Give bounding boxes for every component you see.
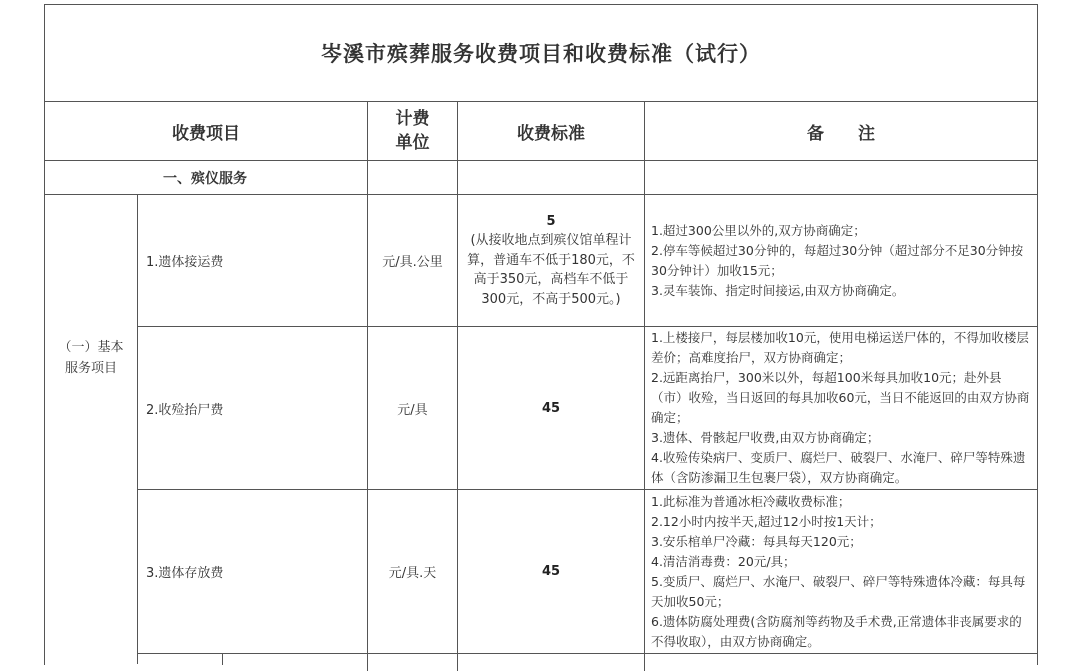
row-notes bbox=[645, 328, 1037, 488]
header-standard-label: 收费标准 bbox=[517, 123, 585, 144]
header-standard bbox=[458, 102, 644, 160]
table-row bbox=[138, 327, 367, 489]
table-row bbox=[138, 490, 367, 653]
header-unit-label: 计费 单位 bbox=[395, 109, 430, 153]
group-label: （一）基本 服务项目 bbox=[58, 340, 124, 376]
row-unit: 元/具.天 bbox=[388, 566, 437, 581]
row-unit-cell bbox=[368, 195, 457, 326]
row-unit: 元/具 bbox=[397, 402, 428, 418]
row-notes-cell bbox=[645, 327, 1037, 489]
row-standard-cell bbox=[458, 490, 644, 653]
note-line: 1.上楼接尸，每层楼加收10元，使用电梯运送尸体的，不得加收楼层差价；高难度抬尸，双方协商确定； bbox=[651, 330, 1029, 365]
row-notes-cell bbox=[645, 195, 1037, 326]
row-standard: 5 bbox=[546, 214, 556, 229]
header-unit bbox=[368, 102, 457, 160]
row-name: 3.遗体存放费 bbox=[146, 566, 224, 581]
header-item-label: 收费项目 bbox=[172, 123, 240, 144]
note-line: 3.遗体、骨骸起尸收费,由双方协商确定； bbox=[651, 430, 880, 445]
note-line: 3.安乐棺单尸冷藏：每具每天120元； bbox=[651, 533, 862, 549]
note-line: 2.停车等候超过30分钟的，每超过30分钟（超过部分不足30分钟按30分钟计）加收15元； bbox=[651, 242, 1024, 278]
section-title bbox=[45, 161, 367, 194]
section-label: 一、殡仪服务 bbox=[163, 170, 247, 187]
header-remark-label: 备 注 bbox=[807, 123, 875, 144]
row-standard-cell bbox=[458, 195, 644, 326]
note-line: 4.收殓传染病尸、变质尸、腐烂尸、破裂尸、水淹尸、碎尸等特殊遗体（含防渗漏卫生包裹尸袋），双方协商确定。 bbox=[651, 450, 1026, 485]
note-line: 3.灵车装饰、指定时间接运,由双方协商确定。 bbox=[651, 282, 905, 298]
row-notes bbox=[645, 221, 1037, 301]
note-line: 5.变质尸、腐烂尸、水淹尸、破裂尸、碎尸等特殊遗体冷藏：每具每天加收50元； bbox=[651, 573, 1026, 609]
row-notes bbox=[645, 492, 1037, 652]
header-remark bbox=[645, 102, 1037, 160]
table-title-row bbox=[45, 5, 1037, 102]
row-standard-note: (从接收地点到殡仪馆单程计算，普通车不低于180元，不高于350元，高档车不低于300元，不高于500元。) bbox=[467, 233, 635, 307]
group-label-cell bbox=[45, 195, 137, 521]
note-line: 2.远距离抬尸，300米以外，每超100米每具加收10元；赴外县（市）收殓，当日返回的每具加收60元，当日不能返回的由双方协商确定； bbox=[651, 370, 1030, 425]
row-name: 1.遗体接运费 bbox=[146, 255, 224, 270]
header-item bbox=[45, 102, 367, 160]
note-line: 1.此标准为普通冰柜冷藏收费标准； bbox=[651, 493, 851, 509]
fee-table bbox=[44, 4, 1038, 665]
row-name: 2.收殓抬尸费 bbox=[146, 402, 224, 418]
note-line: 4.清洁消毒费：20元/具； bbox=[651, 553, 796, 569]
row-unit-cell bbox=[368, 490, 457, 653]
row-standard: 45 bbox=[541, 564, 561, 579]
row-unit: 元/具.公里 bbox=[382, 255, 443, 270]
row-unit-cell bbox=[368, 327, 457, 489]
note-line: 2.12小时内按半天,超过12小时按1天计； bbox=[651, 513, 882, 529]
divider bbox=[137, 653, 1037, 654]
row-notes-cell bbox=[645, 490, 1037, 653]
row-standard: 45 bbox=[541, 400, 561, 416]
table-row bbox=[138, 195, 367, 326]
note-line: 1.超过300公里以外的,双方协商确定； bbox=[651, 222, 866, 238]
row-standard-cell bbox=[458, 327, 644, 489]
note-line: 6.遗体防腐处理费(含防腐剂等药物及手术费,正常遗体非丧属要求的不得收取），由双方协商确定。 bbox=[651, 613, 1022, 649]
divider bbox=[222, 653, 223, 665]
page-title: 岑溪市殡葬服务收费项目和收费标准（试行） bbox=[321, 41, 761, 66]
